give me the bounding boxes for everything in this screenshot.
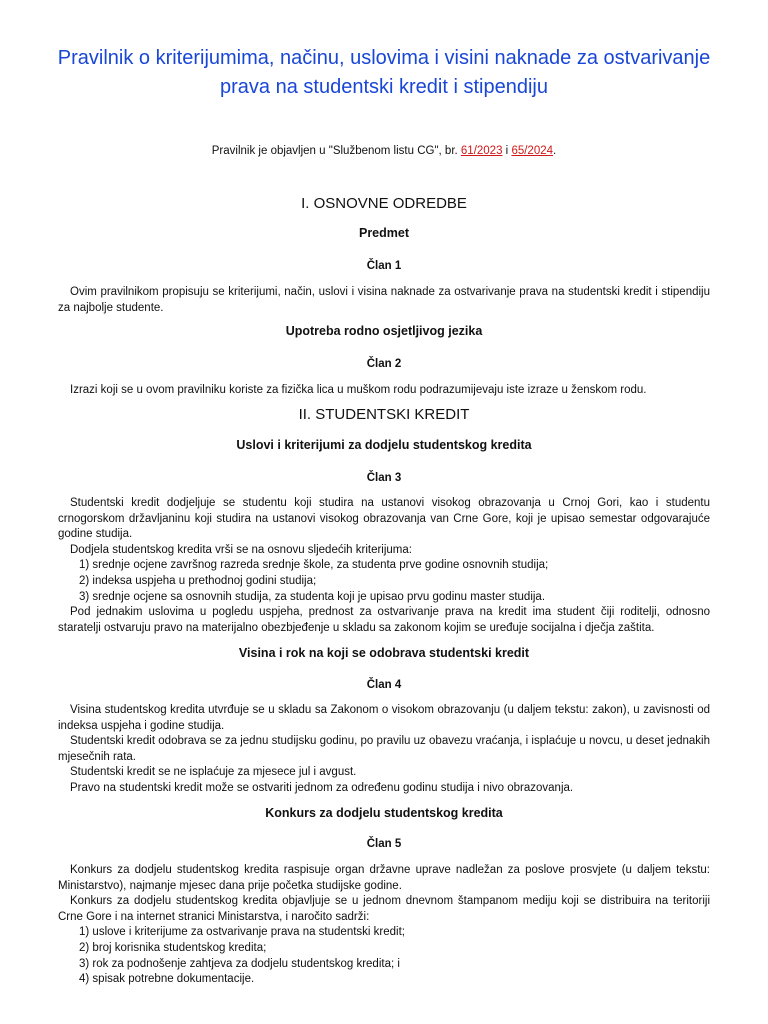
chapter-heading-1: I. OSNOVNE ODREDBE [301,195,467,212]
list-item: 1) uslove i kriterijume za ostvarivanje prava na studentski kredit; [79,926,405,939]
paragraph: Konkurs za dodjelu studentskog kredita raspisuje organ državne uprave nadležan za poslove prosvjete (u daljem tekstu: Ministarstvo), najmanje mjesec dana prije početka studijske godine. [58,864,710,892]
article-label-3: Član 3 [366,472,402,484]
paragraph: Pravo na studentski kredit može se ostvariti jednom za određenu godinu studija i nivo obrazovanja. [70,781,574,794]
list-item: 3) srednje ocjene sa osnovnih studija, za studenta koji je upisao prvu godinu master studija. [79,590,546,603]
article-label-1: Član 1 [366,260,402,272]
publication-prefix: Pravilnik je objavljen u "Službenom listu CG", br. [211,145,461,157]
publication-middle: i [502,145,512,157]
paragraph: Pod jednakim uslovima u pogledu uspjeha, prednost za ostvarivanje prava na kredit ima student čiji roditelji, odnosno staratelji ostvaruju pravo na materijalno obezbjeđenje u skladu sa zakonom kojim se uređuje socijalna i dječja zaštita. [58,606,710,634]
publication-note [0,145,768,157]
paragraph: Studentski kredit dodjeljuje se studentu koji studira na ustanovi visokog obrazovanja u Crnoj Gori, kao i studentu crnogorskom državljaninu koji studira na ustanovi visokog obrazovanja van Crne Gore, koji je upisao semestar odgovarajuće godine studija. [58,497,710,541]
paragraph: Ovim pravilnikom propisuju se kriterijumi, način, uslovi i visina naknade za ostvarivanje prava na studentski kredit i stipendiju za najbolje studente. [58,286,710,314]
list-item: 1) srednje ocjene završnog razreda srednje škole, za studenta prve godine osnovnih studija; [79,559,549,572]
section-heading-gender-language: Upotreba rodno osjetljivog jezika [285,324,483,338]
article-body-4 [58,703,710,797]
section-heading-credit-competition: Konkurs za dodjelu studentskog kredita [265,806,503,820]
paragraph: Dodjela studentskog kredita vrši se na osnovu sljedećih kriterijuma: [70,543,412,556]
gazette-link-2024[interactable]: 65/2024 [511,145,554,157]
article-body-3 [58,496,710,636]
list-item: 3) rok za podnošenje zahtjeva za dodjelu studentskog kredita; i [79,957,400,970]
publication-suffix: . [553,145,557,157]
article-label-2: Član 2 [366,358,402,370]
section-heading-credit-amount: Visina i rok na koji se odobrava studentski kredit [238,646,530,660]
paragraph: Studentski kredit se ne isplaćuje za mjesece jul i avgust. [70,766,357,779]
article-body-1 [58,285,710,316]
list-item: 2) indeksa uspjeha u prethodnoj godini studija; [79,574,317,587]
article-body-2 [58,383,710,399]
paragraph: Konkurs za dodjelu studentskog kredita objavljuje se u jednom dnevnom štampanom mediju koji se distribuira na teritoriji Crne Gore i na internet stranici Ministarstva, i naročito sadrži: [58,895,710,923]
paragraph: Visina studentskog kredita utvrđuje se u skladu sa Zakonom o visokom obrazovanju (u daljem tekstu: zakon), u zavisnosti od indeksa uspjeha i godine studija. [58,704,710,732]
paragraph: Izrazi koji se u ovom pravilniku koriste za fizička lica u muškom rodu podrazumijevaju iste izraze u ženskom rodu. [70,384,647,396]
chapter-heading-2: II. STUDENTSKI KREDIT [298,406,470,423]
section-heading-credit-conditions: Uslovi i kriterijumi za dodjelu studentskog kredita [236,438,532,452]
list-item: 2) broj korisnika studentskog kredita; [79,941,267,954]
document-title: Pravilnik o kriterijumima, načinu, uslovima i visini naknade za ostvarivanje prava na studentski kredit i stipendiju [57,47,711,98]
article-label-5: Član 5 [366,838,402,850]
list-item: 4) spisak potrebne dokumentacije. [79,973,255,986]
article-label-4: Član 4 [366,679,402,691]
paragraph: Studentski kredit odobrava se za jednu studijsku godinu, po pravilu uz obavezu vraćanja, i isplaćuje u novcu, u deset jednakih mjesečnih rata. [58,735,710,763]
section-heading-predmet: Predmet [358,226,410,240]
article-body-5 [58,863,710,988]
gazette-link-2023[interactable]: 61/2023 [460,145,503,157]
